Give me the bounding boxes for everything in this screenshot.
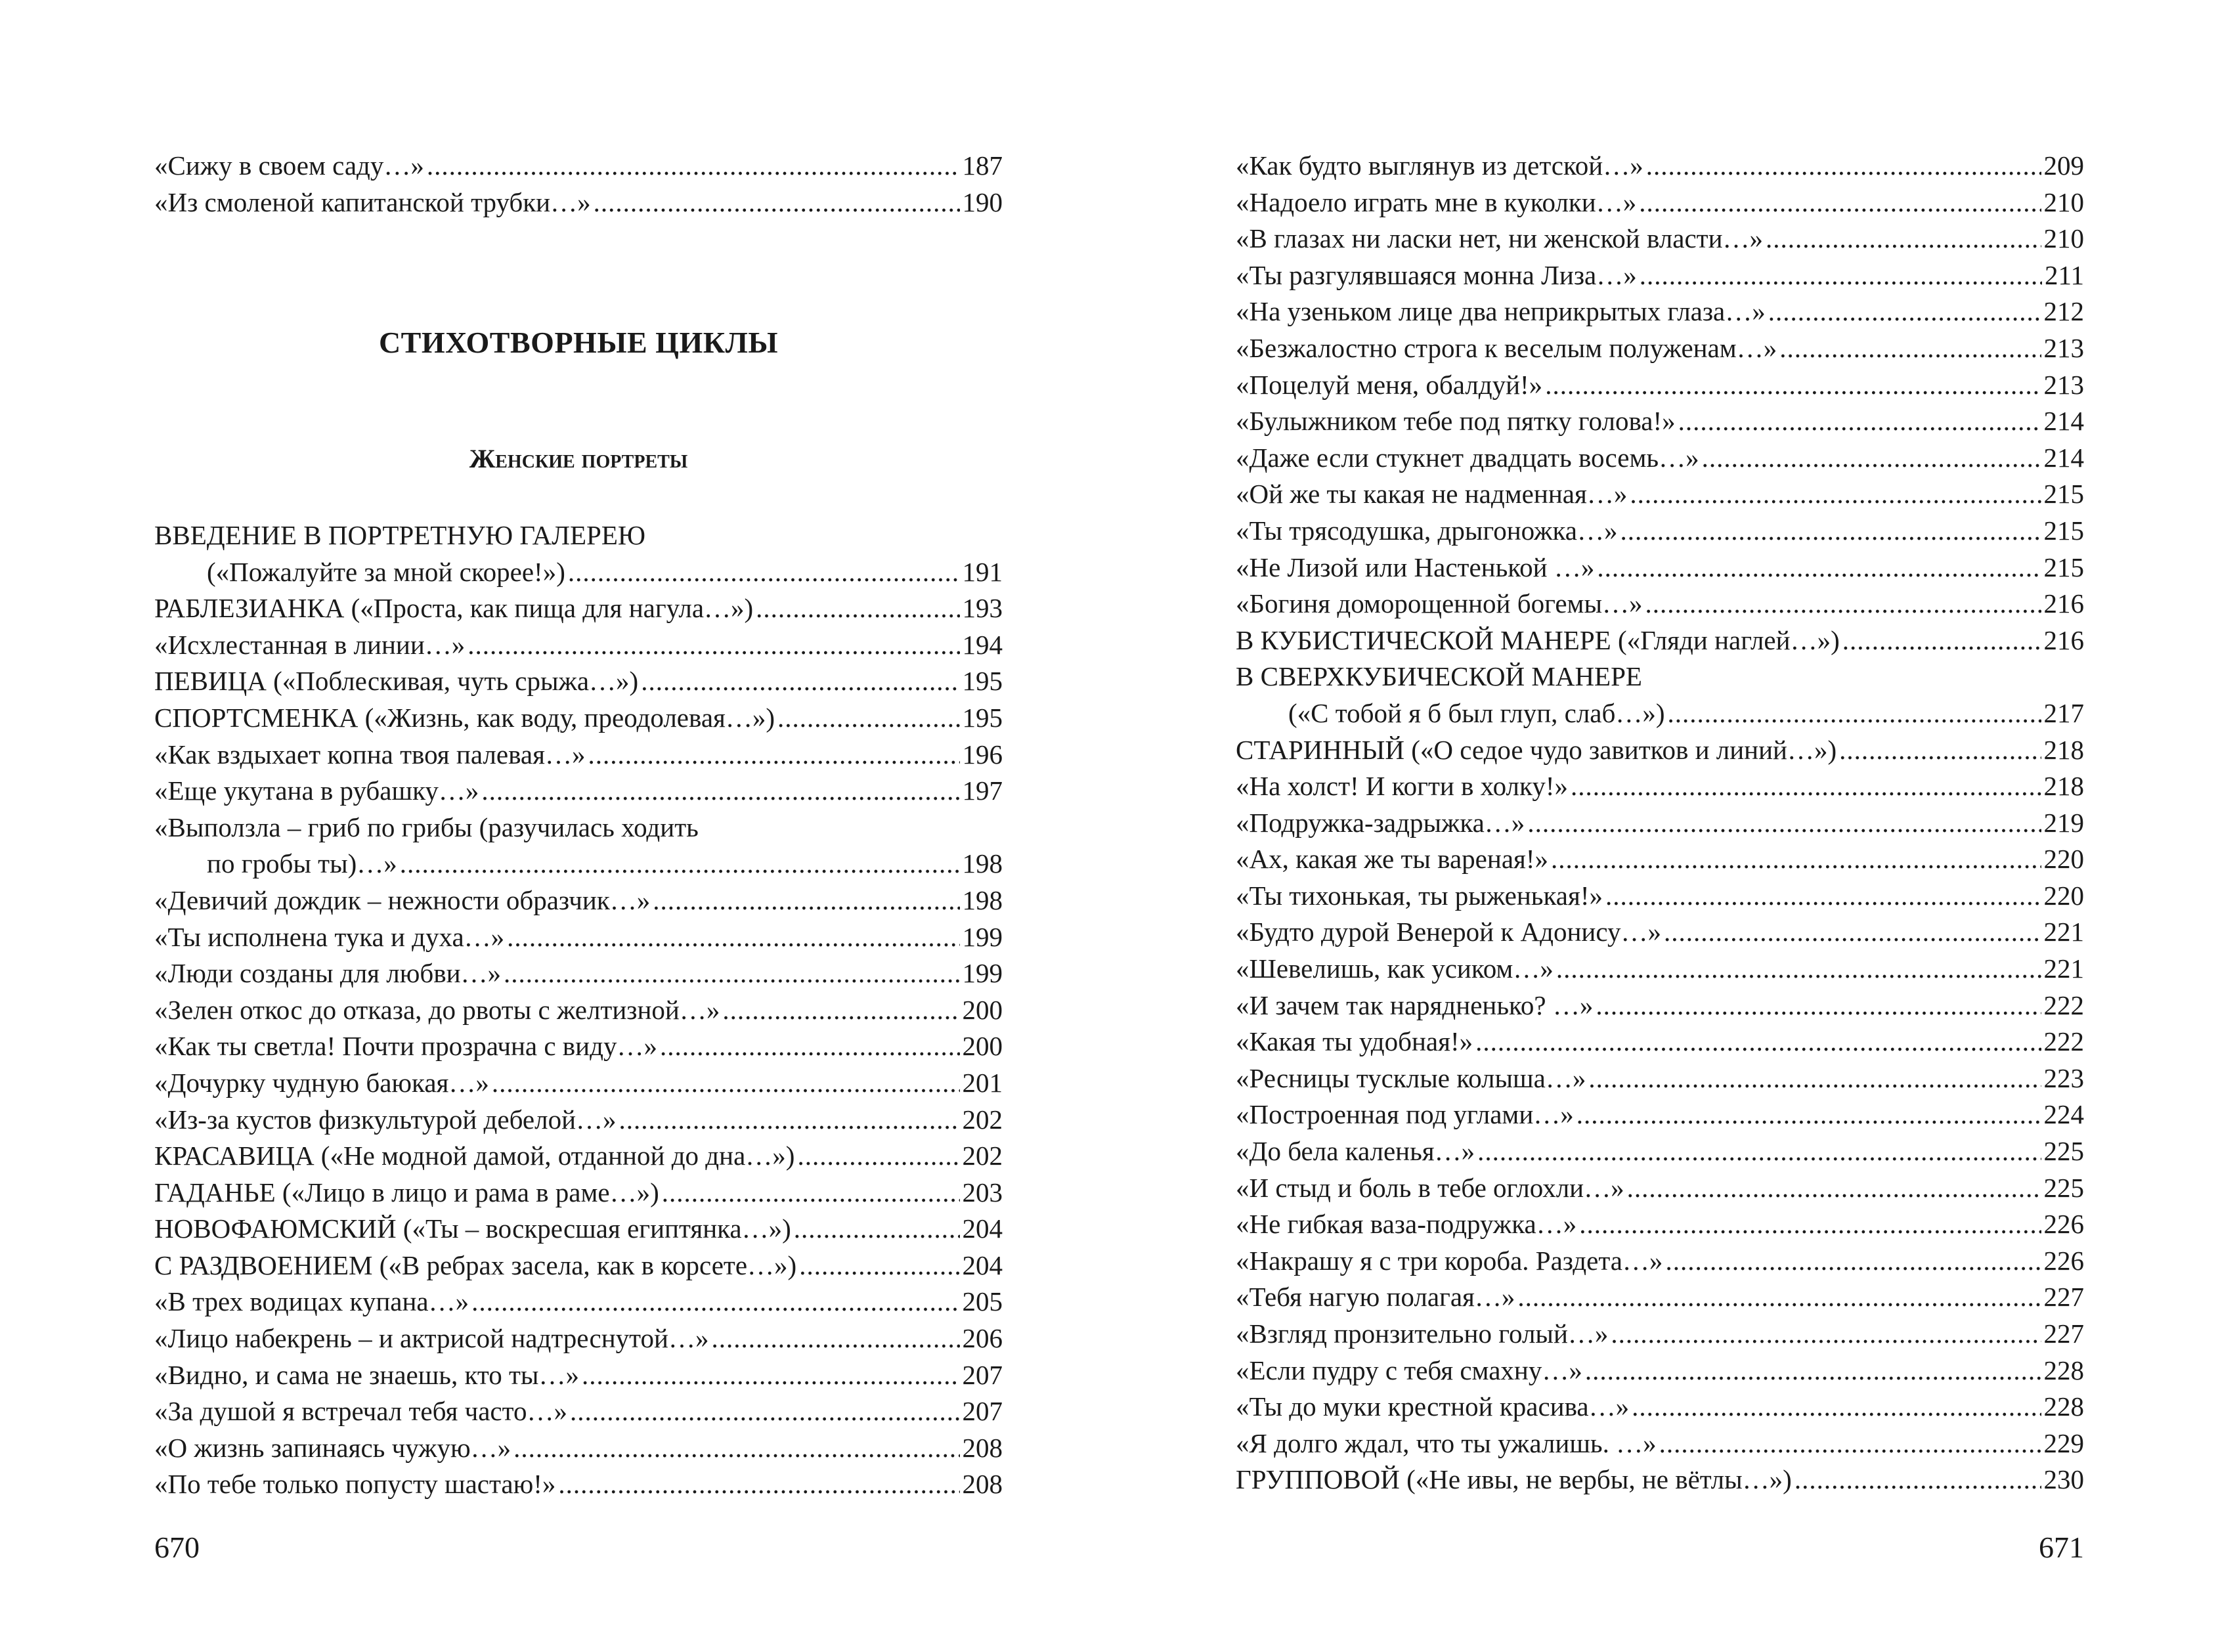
toc-leader-dots — [722, 992, 959, 1029]
toc-leader-dots — [1668, 695, 2041, 732]
toc-leader-dots — [1839, 732, 2041, 769]
toc-entry-page-number: 215 — [2043, 515, 2084, 546]
left-page — [154, 0, 1003, 1652]
toc-entry — [1236, 221, 2084, 257]
toc-entry — [154, 1248, 1003, 1284]
section-title: СТИХОТВОРНЫЕ ЦИКЛЫ — [378, 326, 779, 359]
toc-entry-title: «Надоело играть мне в куколки…» — [1236, 186, 1637, 217]
toc-entry-title: «На холст! И когти в холку!» — [1236, 771, 1569, 802]
toc-entry-title: В СВЕРХКУБИЧЕСКОЙ МАНЕРЕ — [1236, 661, 1642, 692]
toc-entry-title: КРАСАВИЦА («Не модной дамой, отданной до дна…») — [154, 1141, 795, 1171]
subsection-title: Женские портреты — [469, 444, 688, 473]
toc-entry-title: ПЕВИЦА («Поблескивая, чуть срыжа…») — [154, 666, 639, 697]
toc-entry-title: С РАЗДВОЕНИЕМ («В ребрах засела, как в корсете…») — [154, 1250, 797, 1280]
toc-entry-title: «Ты трясодушка, дрыгоножка…» — [1236, 515, 1618, 546]
toc-leader-dots — [1596, 988, 2041, 1024]
toc-entry — [154, 846, 1003, 882]
toc-entry-page-number: 199 — [962, 958, 1003, 989]
toc-entry — [154, 627, 1003, 664]
toc-entry-page-number: 218 — [2043, 734, 2084, 765]
toc-entry — [154, 955, 1003, 992]
toc-entry-page-number: 205 — [962, 1286, 1003, 1317]
toc-entry — [154, 1211, 1003, 1248]
toc-entry — [1236, 1462, 2084, 1498]
toc-entry-page-number: 198 — [962, 884, 1003, 915]
toc-entry-title: ВВЕДЕНИЕ В ПОРТРЕТНУЮ ГАЛЕРЕЮ — [154, 520, 646, 550]
toc-entry-title: «Не гибкая ваза-подружка…» — [1236, 1209, 1577, 1240]
toc-entry-page-number: 203 — [962, 1177, 1003, 1207]
toc-entry — [1236, 951, 2084, 988]
toc-leader-dots — [1545, 367, 2041, 404]
toc-leader-dots — [1768, 293, 2041, 330]
toc-entry-page-number: 212 — [2043, 296, 2084, 327]
toc-entry-title: «Подружка-задрыжка…» — [1236, 807, 1525, 838]
toc-entry-page-number: 204 — [962, 1213, 1003, 1244]
toc-entry-page-number: 215 — [2043, 479, 2084, 510]
toc-leader-dots — [558, 1466, 959, 1503]
toc-entry — [1236, 1060, 2084, 1097]
toc-entry-title: «Ой же ты какая не надменная…» — [1236, 479, 1628, 510]
toc-entry — [154, 700, 1003, 737]
toc-entry-title: «Построенная под углами…» — [1236, 1099, 1574, 1130]
toc-entry-page-number: 204 — [962, 1250, 1003, 1280]
toc-entry-page-number: 200 — [962, 1031, 1003, 1062]
toc-entry-page-number: 200 — [962, 994, 1003, 1025]
toc-entry-title: «И зачем так нарядненько? …» — [1236, 989, 1594, 1020]
toc-entry-page-number: 222 — [2043, 1026, 2084, 1057]
toc-entry — [1236, 1206, 2084, 1243]
toc-leader-dots — [653, 882, 959, 919]
toc-entry — [154, 992, 1003, 1029]
toc-entry-title: «Ты тихонькая, ты рыженькая!» — [1236, 880, 1603, 911]
toc-entry-title: «Накрашу я с три короба. Раздета…» — [1236, 1245, 1663, 1276]
toc-leader-dots — [1665, 1243, 2041, 1280]
toc-entry-title: «Еще укутана в рубашку…» — [154, 775, 479, 806]
toc-entry — [154, 737, 1003, 773]
toc-entry-title: «До бела каленья…» — [1236, 1136, 1475, 1167]
toc-entry-page-number: 201 — [962, 1067, 1003, 1098]
toc-leader-dots — [1551, 841, 2041, 878]
toc-leader-dots — [400, 846, 960, 882]
toc-entry — [154, 810, 1003, 846]
toc-leader-dots — [504, 955, 959, 992]
toc-entry-page-number: 220 — [2043, 880, 2084, 911]
toc-leader-dots — [756, 590, 959, 627]
toc-entry — [1236, 1133, 2084, 1170]
toc-entry — [1236, 1389, 2084, 1425]
toc-entry-page-number: 199 — [962, 921, 1003, 952]
toc-entry-title: «Какая ты удобная!» — [1236, 1026, 1473, 1057]
toc-entry-page-number: 208 — [962, 1432, 1003, 1463]
toc-leader-dots — [711, 1320, 959, 1357]
toc-entry — [1236, 440, 2084, 477]
toc-entry — [154, 1393, 1003, 1430]
toc-entry-page-number: 208 — [962, 1469, 1003, 1500]
toc-entry — [1236, 185, 2084, 221]
toc-entry-title: «Ты исполнена тука и духа…» — [154, 921, 505, 952]
toc-leader-dots — [588, 737, 959, 773]
toc-entry-page-number: 207 — [962, 1396, 1003, 1427]
toc-entry-page-number: 219 — [2043, 807, 2084, 838]
toc-leader-dots — [1620, 513, 2041, 550]
toc-leader-dots — [641, 663, 959, 700]
toc-entry-title: «Безжалостно строга к веселым полуженам…» — [1236, 332, 1777, 363]
toc-entry-page-number: 221 — [2043, 917, 2084, 947]
toc-entry — [1236, 1243, 2084, 1280]
toc-entry — [1236, 1097, 2084, 1133]
toc-entry-title: («Пожалуйте за мной скорее!») — [207, 556, 565, 587]
toc-leader-dots — [1585, 1353, 2041, 1389]
toc-entry-page-number: 195 — [962, 666, 1003, 697]
toc-entry-title: «Как ты светла! Почти прозрачна с виду…» — [154, 1031, 657, 1062]
toc-entry-title: «Не Лизой или Настенькой …» — [1236, 552, 1595, 582]
toc-entry — [154, 1430, 1003, 1467]
toc-entry — [1236, 988, 2084, 1024]
toc-entry — [1236, 367, 2084, 404]
toc-entry — [154, 148, 1003, 185]
toc-leader-dots — [662, 1175, 960, 1211]
toc-entry — [1236, 805, 2084, 842]
page-number-right: 671 — [2039, 1531, 2084, 1564]
toc-entry-page-number: 225 — [2043, 1136, 2084, 1167]
toc-entry-page-number: 228 — [2043, 1391, 2084, 1422]
toc-entry-title: «И стыд и боль в тебе оглохли…» — [1236, 1172, 1624, 1203]
toc-entry-title: («С тобой я б был глуп, слаб…») — [1288, 697, 1665, 728]
toc-leader-dots — [1571, 768, 2041, 805]
toc-entry — [1236, 914, 2084, 951]
toc-entry — [1236, 148, 2084, 185]
toc-entry-title: по гробы ты)…» — [207, 848, 397, 879]
toc-leader-dots — [427, 148, 960, 185]
toc-entry-page-number: 187 — [962, 150, 1003, 181]
toc-entry-title: «Шевелишь, как усиком…» — [1236, 953, 1554, 984]
left-top-entries — [154, 148, 1003, 221]
toc-entry — [1236, 1316, 2084, 1353]
toc-entry — [1236, 550, 2084, 586]
toc-leader-dots — [471, 1284, 959, 1320]
toc-entry — [1236, 1279, 2084, 1316]
toc-entry-page-number: 217 — [2043, 697, 2084, 728]
toc-leader-dots — [1779, 330, 2041, 367]
toc-entry-title: «Дочурку чудную баюкая…» — [154, 1067, 489, 1098]
toc-entry — [154, 554, 1003, 591]
toc-entry-title: «Тебя нагую полагая…» — [1236, 1282, 1515, 1313]
toc-entry-title: «Ах, какая же ты вареная!» — [1236, 844, 1549, 875]
right-toc-list — [1236, 148, 2084, 1498]
toc-entry — [1236, 476, 2084, 513]
toc-entry-title: «Как вздыхает копна твоя палевая…» — [154, 739, 586, 770]
toc-entry-page-number: 213 — [2043, 369, 2084, 400]
toc-leader-dots — [582, 1357, 960, 1394]
toc-entry — [1236, 768, 2084, 805]
toc-leader-dots — [1475, 1024, 2041, 1060]
toc-entry-page-number: 216 — [2043, 588, 2084, 619]
toc-entry-page-number: 193 — [962, 593, 1003, 624]
toc-entry — [154, 773, 1003, 810]
toc-entry — [1236, 403, 2084, 440]
toc-entry-page-number: 230 — [2043, 1464, 2084, 1495]
toc-entry-page-number: 207 — [962, 1359, 1003, 1390]
toc-leader-dots — [1794, 1462, 2041, 1498]
toc-entry-title: «По тебе только попусту шастаю!» — [154, 1469, 556, 1500]
toc-entry-title: ГАДАНЬЕ («Лицо в лицо и рама в раме…») — [154, 1177, 659, 1207]
toc-entry-title: «Булыжником тебе под пятку голова!» — [1236, 406, 1676, 437]
toc-entry-title: «За душой я встречал тебя часто…» — [154, 1396, 567, 1427]
toc-entry-page-number: 198 — [962, 848, 1003, 879]
toc-leader-dots — [507, 919, 959, 956]
toc-entry-title: «Видно, и сама не знаешь, кто ты…» — [154, 1359, 579, 1390]
toc-leader-dots — [1664, 914, 2041, 951]
toc-entry-title: «Если пудру с тебя смахну…» — [1236, 1355, 1582, 1385]
toc-entry — [1236, 1024, 2084, 1060]
toc-entry-title: В КУБИСТИЧЕСКОЙ МАНЕРЕ («Гляди наглей…») — [1236, 624, 1840, 655]
page-number-left: 670 — [154, 1531, 200, 1564]
toc-entry-title: «Сижу в своем саду…» — [154, 150, 424, 181]
toc-entry — [154, 590, 1003, 627]
toc-entry-title: «В глазах ни ласки нет, ни женской власти…» — [1236, 223, 1764, 254]
toc-entry — [1236, 695, 2084, 732]
toc-entry-page-number: 206 — [962, 1323, 1003, 1354]
toc-entry — [1236, 586, 2084, 622]
toc-leader-dots — [1477, 1133, 2041, 1170]
toc-entry-page-number: 196 — [962, 739, 1003, 770]
toc-leader-dots — [1645, 586, 2041, 622]
toc-leader-dots — [1611, 1316, 2041, 1353]
toc-entry-page-number: 223 — [2043, 1062, 2084, 1093]
toc-entry-page-number: 227 — [2043, 1318, 2084, 1349]
toc-entry-title: «Исхлестанная в линии…» — [154, 629, 466, 660]
toc-entry-title: «Ты до муки крестной красива…» — [1236, 1391, 1630, 1422]
toc-entry-page-number: 211 — [2045, 259, 2084, 290]
toc-leader-dots — [1627, 1170, 2041, 1207]
toc-entry-title: «Я долго ждал, что ты ужалишь. …» — [1236, 1427, 1657, 1458]
toc-entry-page-number: 210 — [2043, 223, 2084, 254]
toc-leader-dots — [777, 700, 959, 737]
toc-leader-dots — [570, 1393, 960, 1430]
toc-entry-title: «Даже если стукнет двадцать восемь…» — [1236, 442, 1699, 473]
toc-leader-dots — [1597, 550, 2041, 586]
toc-entry — [1236, 878, 2084, 915]
toc-entry — [1236, 659, 2084, 695]
toc-leader-dots — [1640, 257, 2042, 294]
toc-entry-page-number: 202 — [962, 1104, 1003, 1135]
toc-entry-page-number: 197 — [962, 775, 1003, 806]
toc-entry-title: «Как будто выглянув из детской…» — [1236, 150, 1643, 181]
toc-entry-page-number: 191 — [962, 556, 1003, 587]
toc-entry-page-number: 202 — [962, 1141, 1003, 1171]
toc-entry-page-number: 214 — [2043, 442, 2084, 473]
toc-entry — [154, 1466, 1003, 1503]
toc-entry-page-number: 224 — [2043, 1099, 2084, 1130]
toc-entry — [1236, 330, 2084, 367]
toc-leader-dots — [1632, 1389, 2041, 1425]
toc-leader-dots — [1556, 951, 2041, 988]
toc-entry — [1236, 841, 2084, 878]
toc-entry-title: «Выползла – гриб по грибы (разучилась ходить — [154, 812, 699, 842]
toc-entry-page-number: 190 — [962, 186, 1003, 217]
toc-entry-title: «Взгляд пронзительно голый…» — [1236, 1318, 1609, 1349]
toc-leader-dots — [1630, 476, 2041, 513]
toc-entry-title: «Из-за кустов физкультурой дебелой…» — [154, 1104, 617, 1135]
toc-entry — [1236, 1170, 2084, 1207]
toc-leader-dots — [568, 554, 960, 591]
toc-entry — [1236, 732, 2084, 769]
toc-entry-title: РАБЛЕЗИАНКА («Проста, как пища для нагула…») — [154, 593, 754, 624]
toc-entry-page-number: 209 — [2043, 150, 2084, 181]
toc-leader-dots — [468, 627, 959, 664]
toc-entry-page-number: 229 — [2043, 1427, 2084, 1458]
toc-entry-page-number: 228 — [2043, 1355, 2084, 1385]
toc-entry — [1236, 257, 2084, 294]
toc-leader-dots — [1842, 622, 2041, 659]
toc-leader-dots — [1678, 403, 2041, 440]
toc-leader-dots — [1517, 1279, 2041, 1316]
toc-entry — [154, 1284, 1003, 1320]
toc-entry-title: «На узеньком лице два неприкрытых глаза…» — [1236, 296, 1766, 327]
toc-entry — [154, 517, 1003, 554]
toc-leader-dots — [799, 1248, 959, 1284]
right-page — [1236, 0, 2084, 1652]
toc-leader-dots — [594, 185, 960, 221]
toc-entry — [154, 882, 1003, 919]
toc-leader-dots — [660, 1028, 960, 1065]
toc-entry — [154, 1357, 1003, 1394]
toc-entry-page-number: 214 — [2043, 406, 2084, 437]
toc-leader-dots — [619, 1102, 960, 1139]
toc-leader-dots — [481, 773, 959, 810]
toc-entry-title: ГРУППОВОЙ («Не ивы, не вербы, не вётлы…») — [1236, 1464, 1792, 1495]
toc-leader-dots — [1527, 805, 2041, 842]
toc-entry — [1236, 1353, 2084, 1389]
toc-entry-title: «Будто дурой Венерой к Адонису…» — [1236, 917, 1662, 947]
toc-entry-title: «Люди созданы для любви…» — [154, 958, 502, 989]
toc-entry — [154, 919, 1003, 956]
toc-entry-page-number: 195 — [962, 702, 1003, 733]
toc-entry-title: «Из смоленой капитанской трубки…» — [154, 186, 591, 217]
toc-entry-title: «Лицо набекрень – и актрисой надтреснутой…» — [154, 1323, 709, 1354]
toc-entry-page-number: 213 — [2043, 332, 2084, 363]
left-toc-list — [154, 517, 1003, 1503]
toc-entry — [154, 1175, 1003, 1211]
toc-leader-dots — [1588, 1060, 2041, 1097]
toc-leader-dots — [797, 1138, 959, 1175]
toc-entry-title: СПОРТСМЕНКА («Жизнь, как воду, преодолевая…») — [154, 702, 775, 733]
toc-leader-dots — [1639, 185, 2041, 221]
toc-entry-title: «Ресницы тусклые колыша…» — [1236, 1062, 1586, 1093]
toc-entry-page-number: 221 — [2043, 953, 2084, 984]
toc-entry-title: «Богиня доморощенной богемы…» — [1236, 588, 1643, 619]
toc-leader-dots — [1702, 440, 2041, 477]
toc-leader-dots — [1646, 148, 2041, 185]
toc-entry — [154, 1102, 1003, 1139]
toc-entry — [1236, 293, 2084, 330]
toc-leader-dots — [492, 1065, 960, 1102]
toc-leader-dots — [1605, 878, 2041, 915]
toc-entry — [154, 1065, 1003, 1102]
toc-entry-page-number: 225 — [2043, 1172, 2084, 1203]
toc-entry-page-number: 215 — [2043, 552, 2084, 582]
toc-entry — [154, 1320, 1003, 1357]
toc-leader-dots — [513, 1430, 959, 1467]
toc-leader-dots — [794, 1211, 960, 1248]
toc-entry-page-number: 226 — [2043, 1209, 2084, 1240]
toc-leader-dots — [1577, 1097, 2041, 1133]
toc-entry-page-number: 218 — [2043, 771, 2084, 802]
toc-entry — [154, 1138, 1003, 1175]
toc-entry-title: «О жизнь запинаясь чужую…» — [154, 1432, 511, 1463]
toc-entry-title: «Поцелуй меня, обалдуй!» — [1236, 369, 1543, 400]
toc-entry-title: СТАРИННЫЙ («О седое чудо завитков и линий…») — [1236, 734, 1837, 765]
toc-entry — [1236, 622, 2084, 659]
toc-entry-title: «Девичий дождик – нежности образчик…» — [154, 884, 651, 915]
toc-entry-title: НОВОФАЮМСКИЙ («Ты – воскресшая египтянка…») — [154, 1213, 791, 1244]
toc-entry-page-number: 227 — [2043, 1282, 2084, 1313]
toc-entry — [154, 1028, 1003, 1065]
toc-entry-page-number: 222 — [2043, 989, 2084, 1020]
toc-entry-title: «Ты разгулявшаяся монна Лиза…» — [1236, 259, 1637, 290]
toc-entry-title: «В трех водицах купана…» — [154, 1286, 469, 1317]
toc-entry — [154, 185, 1003, 221]
toc-entry — [1236, 1425, 2084, 1462]
toc-entry-title: «Зелен откос до отказа, до рвоты с желтизной…» — [154, 994, 720, 1025]
toc-entry-page-number: 220 — [2043, 844, 2084, 875]
toc-entry — [1236, 513, 2084, 550]
toc-entry — [154, 663, 1003, 700]
toc-leader-dots — [1579, 1206, 2041, 1243]
toc-entry-page-number: 194 — [962, 629, 1003, 660]
toc-leader-dots — [1659, 1425, 2041, 1462]
toc-entry-page-number: 226 — [2043, 1245, 2084, 1276]
toc-leader-dots — [1766, 221, 2041, 257]
toc-entry-page-number: 210 — [2043, 186, 2084, 217]
toc-entry-page-number: 216 — [2043, 624, 2084, 655]
